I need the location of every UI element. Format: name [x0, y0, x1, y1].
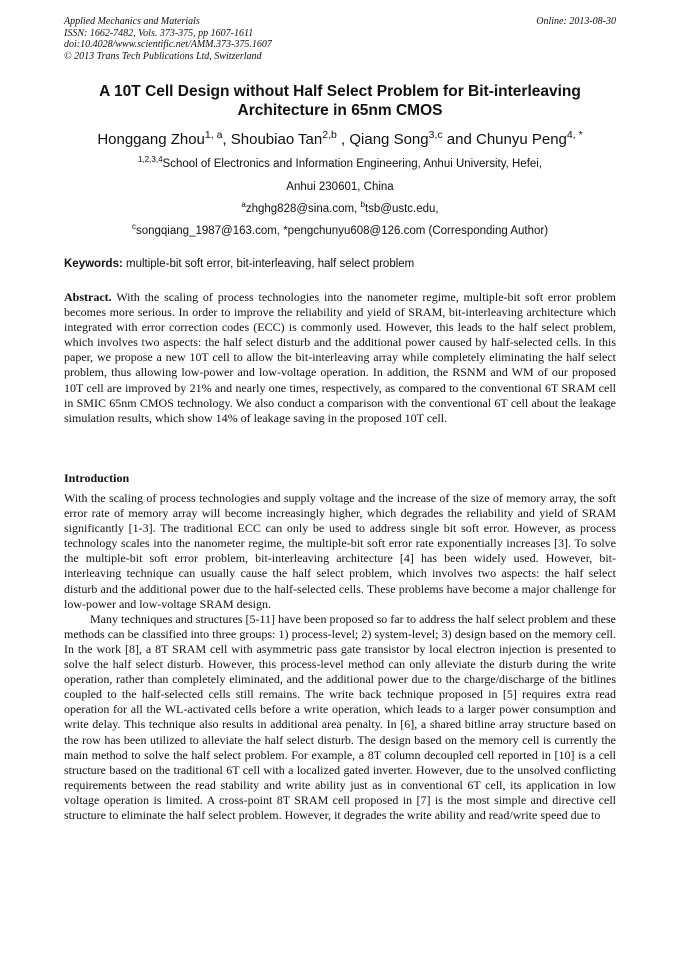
- email-text: tsb@ustc.edu,: [364, 203, 439, 215]
- doi-line: doi:10.4028/www.scientific.net/AMM.373-375.1607: [64, 39, 272, 50]
- journal-header: [64, 16, 616, 62]
- copyright-line: © 2013 Trans Tech Publications Ltd, Switzerland: [64, 50, 262, 62]
- email-line-2: [64, 224, 616, 238]
- author-name: Chunyu Peng: [476, 131, 567, 148]
- email-mark: c: [131, 222, 136, 232]
- author-affiliation-mark: 4, *: [566, 129, 583, 141]
- email-mark: b: [360, 200, 365, 210]
- author-name: Qiang Song: [349, 131, 429, 148]
- abstract-text: With the scaling of process technologies into the nanometer regime, multiple-bit soft error problem becomes more serious. In order to improve the reliability and yield of SRAM, bit-interleaving architecture which integrated with error correction codes (ECC) is commonly used. However, this leads to the half select problem, which involves two aspects: the half select disturb and the additional power caused by half-selected cells. In this paper, we propose a new 10T cell to allow the bit-interleaving array while completely eliminating the half select problem, thus allowing low-power and low-voltage operation. In addition, the RSNM and WM of our proposed 10T cell are improved by 21% and nearly one times, respectively, as compared to the conventional 6T SRAM cell in SMIC 65nm CMOS technology. We also conduct a comparison with the conventional 6T cell about the leakage simulation results, which show 14% of leakage saving in the proposed 10T cell.: [64, 290, 616, 425]
- issn-line: ISSN: 1662-7482, Vols. 373-375, pp 1607-1611: [64, 27, 254, 39]
- paragraph: With the scaling of process technologies and supply voltage and the increase of the size of memory array, the soft error rate of memory array will become increasingly higher, which degrades the reliability and yield of SRAM significantly [1-3]. The traditional ECC can only be used to address single bit soft error. However, as process technology scales into the nanometer regime, the multiple-bit soft error rate exponentially increases [3]. To solve the multiple-bit soft error problem, bit-interleaving architecture [4] has been widely used. However, bit-interleaving technique can usually cause the half select problem, which involves two aspects: the half select disturb and the additional power due to the half-selected cells. These problems have become a major challenge for low-power and low-voltage SRAM design.: [64, 491, 616, 611]
- affiliation-text: School of Electronics and Information Engineering, Anhui University, Hefei,: [162, 158, 543, 170]
- abstract-label: Abstract.: [64, 290, 112, 304]
- section-heading-introduction: Introduction: [64, 471, 130, 485]
- introduction-body: [64, 491, 616, 823]
- email-mark: a: [241, 200, 246, 210]
- abstract: [64, 290, 616, 426]
- affiliation-line-2: Anhui 230601, China: [286, 181, 394, 193]
- paragraph: Many techniques and structures [5-11] have been proposed so far to address the half select problem and these methods can be classified into three groups: 1) process-level; 2) system-level; 3) design based on the memory cell. In the work [8], a 8T SRAM cell with asymmetric pass gate transistor by local electron injection is presented to solve the half select disturb. However, this process-level method can only alleviate the disturb during the write operation, rather than completely eliminated, and the additional power due to the charge/discharge of the bitlines coupled to the half-selected cells still remains. The write back technique proposed in [5] requires extra read operation for all the WL-activated cells before a write operation, which leads to a larger power consumption and write delay. This technique also results in additional area penalty. In [6], a shared bitline array structure based on the row has been utilized to alleviate the half select disturb. The design based on the memory cell is currently the main method to solve the half select problem. For example, a 8T column decoupled cell reported in [10] is a cell structure based on the traditional 6T cell with a localized gated inverter. However, due to the unsolved conflicting requirements between the read stability and write ability just as in conventional 6T cell, its application in low voltage operation is limited. A cross-point 8T SRAM cell proposed in [7] is the most simple and directive cell structure to eliminate the half select problem. However, it degrades the write ability and read/write speed due to: [64, 611, 616, 822]
- keywords-text: multiple-bit soft error, bit-interleaving, half select problem: [122, 258, 415, 270]
- affiliation-mark: 1,2,3,4: [137, 155, 163, 165]
- email-text: songqiang_1987@163.com, *pengchunyu608@126.com (Corresponding Author): [135, 225, 549, 237]
- journal-name: Applied Mechanics and Materials: [64, 16, 200, 27]
- paper-title: A 10T Cell Design without Half Select Problem for Bit-interleaving Architecture in 65nm CMOS: [99, 83, 581, 119]
- author-name: Honggang Zhou: [97, 131, 205, 148]
- email-text: zhghg828@sina.com,: [245, 203, 361, 215]
- author-list: Honggang Zhou$^{1, a}$, Shoubiao Tan$^{2,b}$ , Qiang Song$^{3,c}$ and Chunyu Peng$^{4, *}$: [97, 129, 583, 148]
- author-name: Shoubiao Tan: [230, 131, 323, 148]
- keywords-label: Keywords:: [64, 258, 123, 270]
- affiliation-line-1: [64, 157, 616, 171]
- keywords: [64, 257, 616, 271]
- author-affiliation-mark: 1, a: [204, 129, 223, 141]
- author-affiliation-mark: 2,b: [322, 129, 337, 141]
- email-line-1: [64, 202, 616, 216]
- author-affiliation-mark: 3,c: [428, 129, 443, 141]
- online-date: Online: 2013-08-30: [536, 16, 616, 27]
